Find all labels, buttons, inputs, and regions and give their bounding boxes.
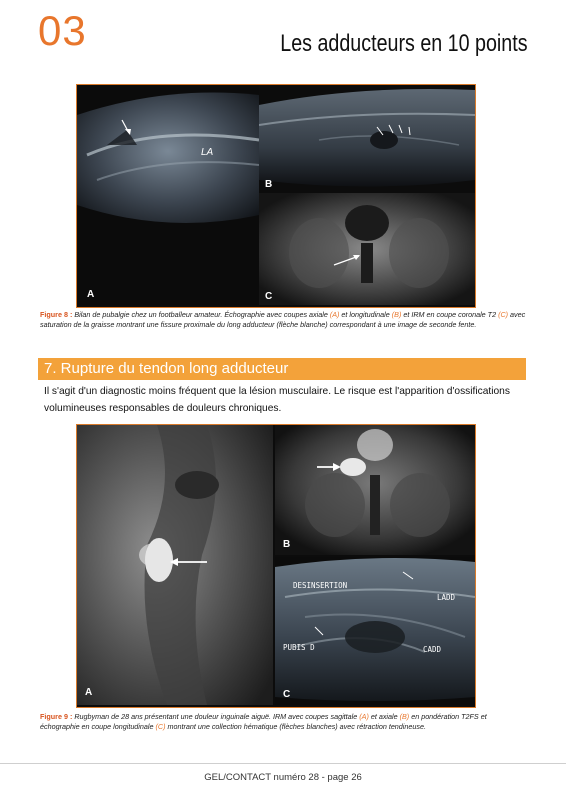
figure-9-label-c: C xyxy=(283,689,291,700)
figure-8-caption-part1: Bilan de pubalgie chez un footballeur amateur. Échographie avec coupes axiale xyxy=(72,310,330,319)
figure-8 xyxy=(76,84,476,308)
mri-sagittal-image-a xyxy=(77,425,273,705)
figure-8-caption xyxy=(40,310,526,330)
figure-9-label-pubis: PUBIS D xyxy=(283,643,315,652)
figure-9 xyxy=(76,424,476,708)
figure-9-caption-ref-a: (A) xyxy=(359,712,369,721)
figure-8-panel-c xyxy=(259,193,475,305)
figure-9-caption-ref-c: (C) xyxy=(155,722,166,731)
figure-8-caption-part4: avec saturation de la graisse montrant une fissure proximale du long adducteur (flèche blanche) correspondant à une image de seconde fente. xyxy=(40,310,526,329)
body-paragraph: Il s'agit d'un diagnostic moins fréquent que la lésion musculaire. Le risque est l'apparition d'ossifications volumineuses responsables de douleurs chroniques. xyxy=(44,386,510,414)
chapter-number: 03 xyxy=(38,7,87,54)
figure-8-caption-ref-c: (C) xyxy=(498,310,509,319)
figure-9-label-ladd: LADD xyxy=(437,593,456,602)
figure-8-label-b: B xyxy=(265,179,273,190)
mri-axial-image-b xyxy=(275,425,475,555)
figure-8-label-c: C xyxy=(265,291,273,302)
figure-9-caption-ref-b: (B) xyxy=(399,712,410,721)
figure-8-caption-ref-a: (A) xyxy=(329,310,340,319)
section-title: 7. Rupture du tendon long adducteur xyxy=(44,360,289,377)
figure-8-panel-a xyxy=(77,85,259,305)
figure-9-caption-part1: Rugbyman de 28 ans présentant une douleur inguinale aiguë. IRM avec coupes sagittale xyxy=(72,712,360,721)
figure-8-caption-label: Figure 8 : xyxy=(40,310,73,319)
figure-8-panel-b xyxy=(259,85,475,193)
figure-9-caption-part4: montrant une collection hématique (flèches blanches) avec rétraction tendineuse. xyxy=(165,722,426,731)
figure-9-panel-b xyxy=(275,425,475,555)
figure-9-caption-label: Figure 9 : xyxy=(40,712,73,721)
ultrasound-image-b xyxy=(259,85,475,193)
figure-9-label-a: A xyxy=(85,687,93,698)
figure-8-label-la: LA xyxy=(201,147,214,158)
figure-9-label-cadd: CADD xyxy=(423,645,442,654)
page-footer: GEL/CONTACT numéro 28 - page 26 xyxy=(204,772,362,783)
page-title: Les adducteurs en 10 points xyxy=(280,30,528,57)
footer-divider xyxy=(0,763,566,764)
figure-9-label-b: B xyxy=(283,539,291,550)
figure-9-panel-a xyxy=(77,425,273,705)
figure-9-caption xyxy=(40,712,526,732)
figure-8-label-a: A xyxy=(87,289,95,300)
ultrasound-image-c xyxy=(275,557,475,705)
mri-image-c xyxy=(259,193,475,305)
figure-9-label-desinsertion: DESINSERTION xyxy=(293,581,348,590)
figure-8-caption-part3: et IRM en coupe coronale T2 xyxy=(401,310,499,319)
figure-9-panel-c xyxy=(275,557,475,705)
figure-8-caption-part2: et longitudinale xyxy=(339,310,392,319)
figure-9-caption-part3: en pondération T2FS et échographie en coupe longitudinale xyxy=(40,712,487,731)
figure-8-caption-ref-b: (B) xyxy=(391,310,402,319)
figure-9-caption-part2: et axiale xyxy=(368,712,400,721)
ultrasound-image-a xyxy=(77,85,259,305)
